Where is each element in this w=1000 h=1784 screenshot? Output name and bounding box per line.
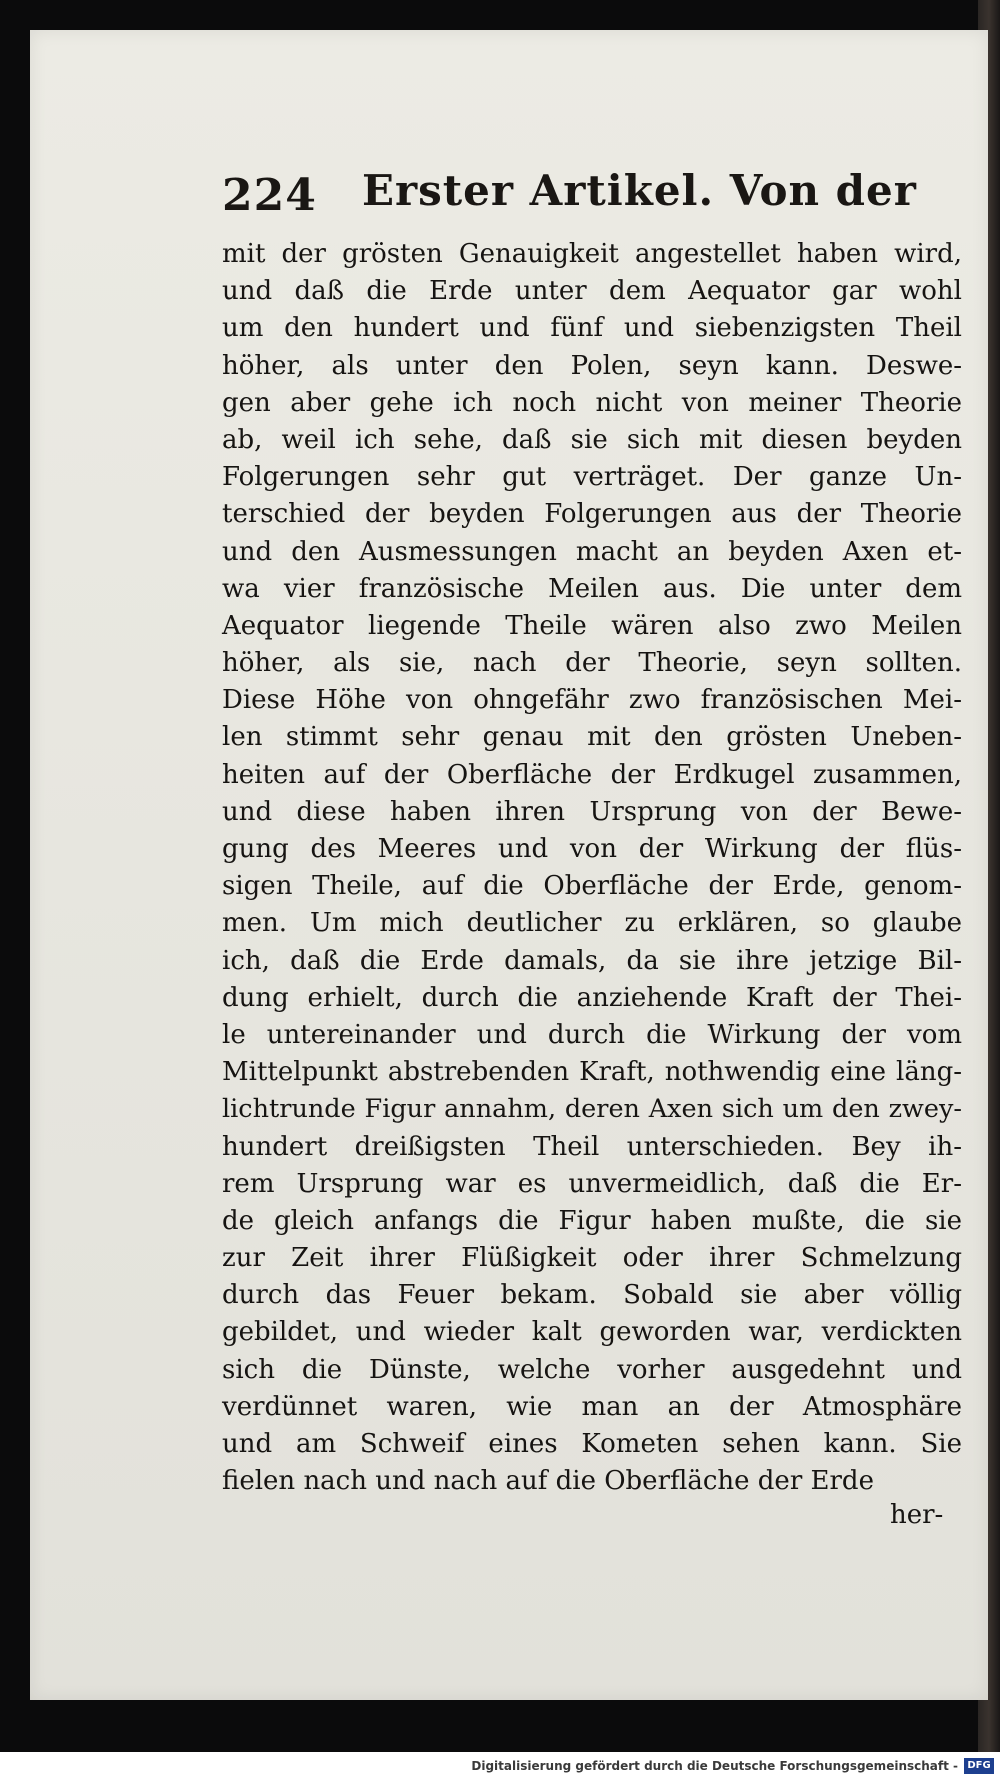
text-line: le untereinander und durch die Wirkung der vom <box>222 1019 962 1050</box>
catchword: her- <box>890 1500 944 1530</box>
text-line: dung erhielt, durch die anziehende Kraft der Thei- <box>222 982 962 1013</box>
page-header <box>222 158 917 222</box>
text-line: höher, als unter den Polen, seyn kann. Deswe- <box>222 350 962 381</box>
body-text <box>222 236 962 1500</box>
text-line: Folgerungen sehr gut verträget. Der ganze Un- <box>222 462 962 493</box>
dfg-logo: DFG <box>964 1758 994 1774</box>
text-line: mit der grösten Genauigkeit angestellet haben wird, <box>222 239 962 269</box>
text-line: heiten auf der Oberfläche der Erdkugel zusammen, <box>222 759 962 790</box>
text-line: ich, daß die Erde damals, da sie ihre jetzige Bil- <box>222 945 962 976</box>
text-line: Diese Höhe von ohngefähr zwo französischen Mei- <box>222 685 962 716</box>
footer-credit: Digitalisierung gefördert durch die Deutsche Forschungsgemeinschaft - <box>471 1759 958 1773</box>
text-line: gen aber gehe ich noch nicht von meiner Theorie <box>222 387 962 418</box>
text-line: de gleich anfangs die Figur haben mußte, die sie <box>222 1205 962 1236</box>
text-line: und den Ausmessungen macht an beyden Axen et- <box>222 536 962 567</box>
text-line: hundert dreißigsten Theil unterschieden. Bey ih- <box>222 1131 962 1162</box>
text-line: und diese haben ihren Ursprung von der Bewe- <box>222 796 962 827</box>
text-line: lichtrunde Figur annahm, deren Axen sich um den zwey- <box>222 1094 962 1125</box>
text-line: sigen Theile, auf die Oberfläche der Erde, genom- <box>222 871 962 902</box>
text-line: sich die Dünste, welche vorher ausgedehnt und <box>222 1354 962 1385</box>
text-line: len stimmt sehr genau mit den grösten Uneben- <box>222 722 962 753</box>
text-line: um den hundert und fünf und siebenzigsten Theil <box>222 313 962 344</box>
running-head: Erster Artikel. Von der <box>362 166 917 215</box>
text-line: und daß die Erde unter dem Aequator gar wohl <box>222 276 962 307</box>
text-line: ab, weil ich sehe, daß sie sich mit diesen beyden <box>222 424 962 455</box>
footer-bar <box>0 1752 1000 1784</box>
text-line: terschied der beyden Folgerungen aus der Theorie <box>222 499 962 530</box>
text-line: rem Ursprung war es unvermeidlich, daß die Er- <box>222 1168 962 1199</box>
text-line: fielen nach und nach auf die Oberfläche der Erde <box>222 1466 874 1497</box>
text-line: wa vier französische Meilen aus. Die unter dem <box>222 573 962 604</box>
text-line: verdünnet waren, wie man an der Atmosphäre <box>222 1391 962 1422</box>
text-line: Aequator liegende Theile wären also zwo Meilen <box>222 610 962 641</box>
page-number: 224 <box>222 170 317 221</box>
text-line: zur Zeit ihrer Flüßigkeit oder ihrer Schmelzung <box>222 1243 962 1274</box>
text-line: men. Um mich deutlicher zu erklären, so glaube <box>222 908 962 939</box>
text-line: gung des Meeres und von der Wirkung der flüs- <box>222 834 962 864</box>
text-line: höher, als sie, nach der Theorie, seyn sollten. <box>222 648 962 679</box>
text-line: Mittelpunkt abstrebenden Kraft, nothwendig eine läng- <box>222 1057 962 1088</box>
text-line: gebildet, und wieder kalt geworden war, verdickten <box>222 1317 962 1348</box>
text-line: durch das Feuer bekam. Sobald sie aber völlig <box>222 1280 962 1311</box>
text-line: und am Schweif eines Kometen sehen kann. Sie <box>222 1429 962 1459</box>
